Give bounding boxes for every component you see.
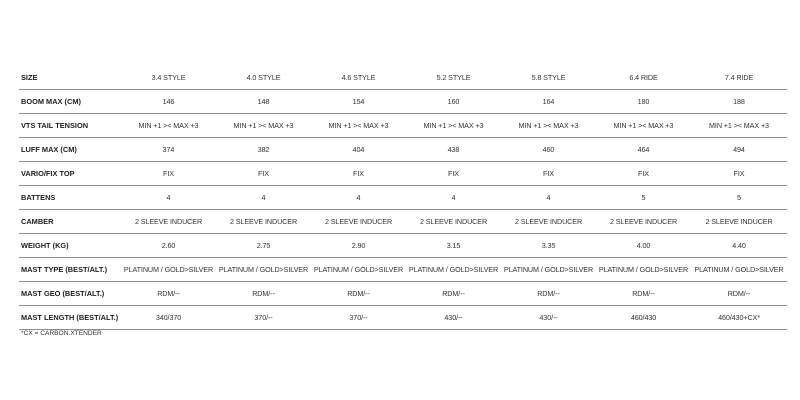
table-cell: 148 xyxy=(216,90,311,114)
table-cell: PLATINUM / GOLD>SILVER xyxy=(596,258,691,282)
table-cell: 2 SLEEVE INDUCER xyxy=(406,210,501,234)
table-cell: MIN +1 >< MAX +3 xyxy=(216,114,311,138)
table-cell: MIN +1 >< MAX +3 xyxy=(121,114,216,138)
column-header: 5.2 STYLE xyxy=(406,66,501,90)
table-cell: 4 xyxy=(501,186,596,210)
row-label: LUFF MAX (CM) xyxy=(19,138,121,162)
table-cell: 2 SLEEVE INDUCER xyxy=(216,210,311,234)
spec-table xyxy=(19,66,787,330)
table-cell: 5 xyxy=(596,186,691,210)
table-cell: RDM/-- xyxy=(596,282,691,306)
table-cell: RDM/-- xyxy=(216,282,311,306)
table-cell: 464 xyxy=(596,138,691,162)
table-cell: 154 xyxy=(311,90,406,114)
row-label: MAST LENGTH (BEST/ALT.) xyxy=(19,306,121,330)
row-label: VARIO/FIX TOP xyxy=(19,162,121,186)
table-cell: 438 xyxy=(406,138,501,162)
table-cell: FIX xyxy=(501,162,596,186)
table-cell: FIX xyxy=(121,162,216,186)
row-label: MAST GEO (BEST/ALT.) xyxy=(19,282,121,306)
table-cell: RDM/-- xyxy=(406,282,501,306)
table-cell: 2 SLEEVE INDUCER xyxy=(121,210,216,234)
column-header: 5.8 STYLE xyxy=(501,66,596,90)
table-cell: 4 xyxy=(406,186,501,210)
table-cell: PLATINUM / GOLD>SILVER xyxy=(501,258,596,282)
table-cell: 2.90 xyxy=(311,234,406,258)
table-row xyxy=(19,138,787,162)
table-cell: 180 xyxy=(596,90,691,114)
row-label: SIZE xyxy=(19,66,121,90)
table-cell: 2 SLEEVE INDUCER xyxy=(311,210,406,234)
row-label: MAST TYPE (BEST/ALT.) xyxy=(19,258,121,282)
column-header: 4.6 STYLE xyxy=(311,66,406,90)
table-cell: PLATINUM / GOLD>SILVER xyxy=(121,258,216,282)
table-row xyxy=(19,306,787,330)
table-cell: 4 xyxy=(121,186,216,210)
table-cell: 3.15 xyxy=(406,234,501,258)
table-row xyxy=(19,186,787,210)
column-header: 4.0 STYLE xyxy=(216,66,311,90)
table-cell: FIX xyxy=(406,162,501,186)
table-cell: 430/-- xyxy=(406,306,501,330)
table-cell: 160 xyxy=(406,90,501,114)
table-cell: PLATINUM / GOLD>SILVER xyxy=(216,258,311,282)
table-row xyxy=(19,234,787,258)
table-cell: 5 xyxy=(691,186,787,210)
table-cell: FIX xyxy=(691,162,787,186)
table-cell: 2 SLEEVE INDUCER xyxy=(596,210,691,234)
column-header: 7.4 RIDE xyxy=(691,66,787,90)
table-row xyxy=(19,90,787,114)
spec-table-body xyxy=(19,66,787,330)
table-cell: PLATINUM / GOLD>SILVER xyxy=(406,258,501,282)
table-cell: MIN +1 >< MAX +3 xyxy=(596,114,691,138)
table-cell: 2 SLEEVE INDUCER xyxy=(691,210,787,234)
table-cell: RDM/-- xyxy=(121,282,216,306)
table-cell: 370/-- xyxy=(216,306,311,330)
table-cell: RDM/-- xyxy=(501,282,596,306)
table-row xyxy=(19,114,787,138)
table-cell: 374 xyxy=(121,138,216,162)
table-cell: 340/370 xyxy=(121,306,216,330)
table-row xyxy=(19,162,787,186)
row-label: BOOM MAX (CM) xyxy=(19,90,121,114)
row-label: CAMBER xyxy=(19,210,121,234)
table-cell: FIX xyxy=(596,162,691,186)
table-cell: MIN +1 >< MAX +3 xyxy=(311,114,406,138)
table-cell: 460/430 xyxy=(596,306,691,330)
column-header: 3.4 STYLE xyxy=(121,66,216,90)
table-cell: 3.35 xyxy=(501,234,596,258)
table-cell: 430/-- xyxy=(501,306,596,330)
row-label: WEIGHT (KG) xyxy=(19,234,121,258)
table-cell: 460 xyxy=(501,138,596,162)
table-cell: PLATINUM / GOLD>SILVER xyxy=(691,258,787,282)
table-cell: 494 xyxy=(691,138,787,162)
table-cell: RDM/-- xyxy=(311,282,406,306)
table-cell: 2.60 xyxy=(121,234,216,258)
table-cell: 370/-- xyxy=(311,306,406,330)
table-cell: MIN +1 >< MAX +3 xyxy=(501,114,596,138)
table-cell: MIN +1 >< MAX +3 xyxy=(691,114,787,138)
row-label: BATTENS xyxy=(19,186,121,210)
table-cell: 4.00 xyxy=(596,234,691,258)
table-cell: PLATINUM / GOLD>SILVER xyxy=(311,258,406,282)
table-cell: 4 xyxy=(311,186,406,210)
table-cell: 188 xyxy=(691,90,787,114)
table-cell: 4 xyxy=(216,186,311,210)
table-cell: MIN +1 >< MAX +3 xyxy=(406,114,501,138)
table-row xyxy=(19,66,787,90)
table-cell: 2.75 xyxy=(216,234,311,258)
table-row xyxy=(19,210,787,234)
table-cell: FIX xyxy=(311,162,406,186)
table-row xyxy=(19,258,787,282)
table-cell: 404 xyxy=(311,138,406,162)
table-cell: 164 xyxy=(501,90,596,114)
table-cell: 382 xyxy=(216,138,311,162)
table-row xyxy=(19,282,787,306)
table-cell: FIX xyxy=(216,162,311,186)
column-header: 6.4 RIDE xyxy=(596,66,691,90)
table-cell: RDM/-- xyxy=(691,282,787,306)
table-cell: 2 SLEEVE INDUCER xyxy=(501,210,596,234)
table-cell: 4.40 xyxy=(691,234,787,258)
table-cell: 460/430+CX* xyxy=(691,306,787,330)
row-label: VTS TAIL TENSION xyxy=(19,114,121,138)
table-cell: 146 xyxy=(121,90,216,114)
footnote: *CX = CARBON.XTENDER xyxy=(21,330,102,337)
